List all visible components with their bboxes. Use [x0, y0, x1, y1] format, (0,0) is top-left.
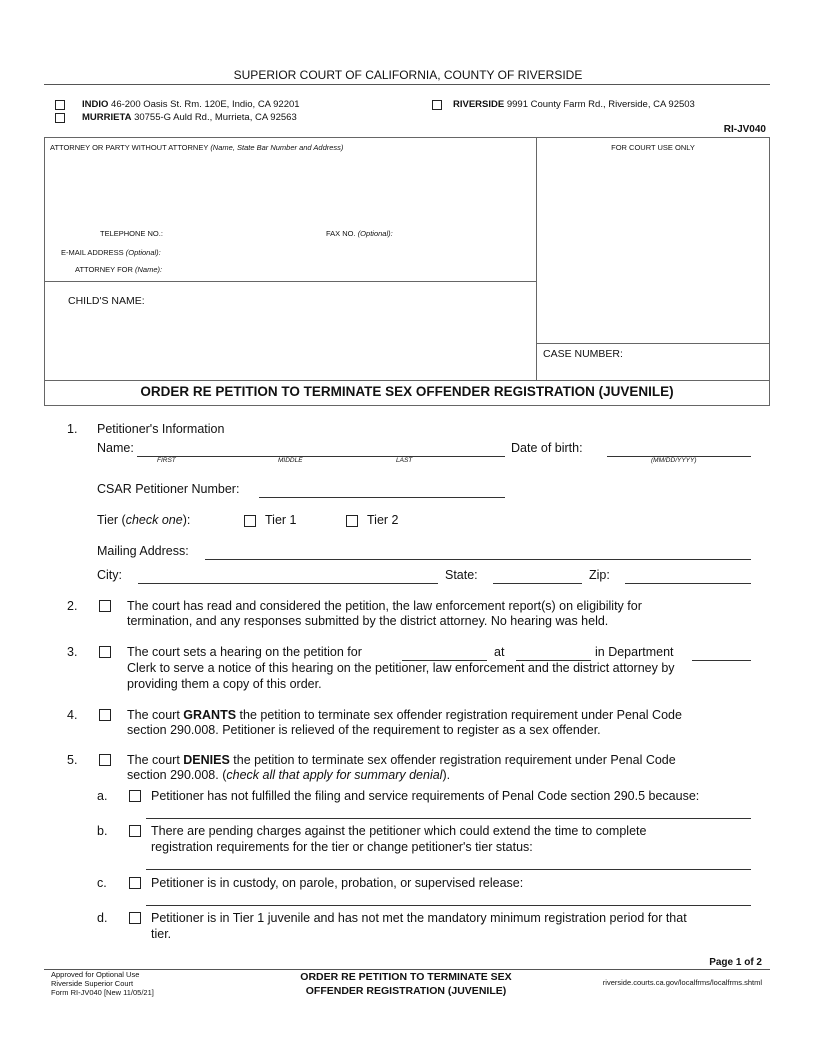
name-field[interactable] [137, 456, 505, 457]
section5-line1: The court DENIES the petition to terminate sex offender registration requirement under Penal Code [127, 753, 676, 767]
item-c-number: c. [97, 876, 107, 890]
location-indio: INDIO 46-200 Oasis St. Rm. 120E, Indio, CA 92201 [82, 99, 300, 110]
footer-rule [44, 969, 770, 970]
form-number: RI-JV040 [723, 124, 766, 135]
item-a-text: Petitioner has not fulfilled the filing and service requirements of Penal Code section 290.5 because: [151, 789, 700, 803]
tier2-label: Tier 2 [367, 513, 399, 527]
footer-approved: Approved for Optional Use [51, 970, 140, 979]
section3-text1: The court sets a hearing on the petition for [127, 645, 362, 659]
dob-hint: (MM/DD/YYYY) [651, 457, 697, 464]
item-b-number: b. [97, 824, 108, 838]
csar-field[interactable] [259, 497, 505, 498]
section4-line1: The court GRANTS the petition to terminate sex offender registration requirement under Penal Code [127, 708, 682, 722]
section3-line3: providing them a copy of this order. [127, 677, 322, 691]
section3-at: at [494, 645, 505, 659]
section2-number: 2. [67, 599, 78, 613]
item-b-line2: registration requirements for the tier or change petitioner's tier status: [151, 840, 533, 854]
item-c-field[interactable] [146, 905, 751, 906]
state-label: State: [445, 568, 478, 582]
attorney-label: ATTORNEY OR PARTY WITHOUT ATTORNEY (Name, State Bar Number and Address) [50, 143, 344, 152]
item-d-line1: Petitioner is in Tier 1 juvenile and has not met the mandatory minimum registration period for that [151, 911, 687, 925]
last-hint: LAST [396, 457, 413, 464]
section4-number: 4. [67, 708, 78, 722]
location-murrieta: MURRIETA 30755-G Auld Rd., Murrieta, CA 92563 [82, 112, 297, 123]
item-a-number: a. [97, 789, 108, 803]
footer-url[interactable]: riverside.courts.ca.gov/localfrms/localfrms.shtml [602, 978, 762, 987]
caption-box [44, 137, 770, 381]
email-label: E-MAIL ADDRESS (Optional): [61, 248, 161, 257]
middle-hint: MIDDLE [278, 457, 303, 464]
item-b-checkbox[interactable] [129, 825, 141, 837]
tier-label: Tier (check one): [97, 513, 191, 527]
mailing-field[interactable] [205, 559, 751, 560]
header-rule [44, 84, 770, 85]
section3-number: 3. [67, 645, 78, 659]
item-d-line2: tier. [151, 927, 172, 941]
name-label: Name: [97, 441, 134, 455]
csar-label: CSAR Petitioner Number: [97, 482, 240, 496]
city-field[interactable] [138, 583, 438, 584]
section4-checkbox[interactable] [99, 709, 111, 721]
item-a-checkbox[interactable] [129, 790, 141, 802]
section2-checkbox[interactable] [99, 600, 111, 612]
footer-title-2: OFFENDER REGISTRATION (JUVENILE) [305, 985, 507, 997]
city-label: City: [97, 568, 122, 582]
item-b-line1: There are pending charges against the petitioner which could extend the time to complete [151, 824, 647, 838]
item-b-field[interactable] [146, 869, 751, 870]
section3-checkbox[interactable] [99, 646, 111, 658]
item-c-text: Petitioner is in custody, on parole, probation, or supervised release: [151, 876, 524, 890]
footer-title-1: ORDER RE PETITION TO TERMINATE SEX [300, 971, 512, 983]
form-title: ORDER RE PETITION TO TERMINATE SEX OFFENDER REGISTRATION (JUVENILE) [140, 384, 674, 399]
fax-label: FAX NO. (Optional): [326, 229, 393, 238]
section2-line2: termination, and any responses submitted by the district attorney. No hearing was held. [127, 614, 609, 628]
dob-label: Date of birth: [511, 441, 583, 455]
tier1-label: Tier 1 [265, 513, 297, 527]
state-field[interactable] [493, 583, 582, 584]
zip-field[interactable] [625, 583, 751, 584]
zip-label: Zip: [589, 568, 610, 582]
tier1-checkbox[interactable] [244, 515, 256, 527]
item-c-checkbox[interactable] [129, 877, 141, 889]
footer-court: Riverside Superior Court [51, 979, 134, 988]
section3-line2: Clerk to serve a notice of this hearing on the petitioner, law enforcement and the district attorney by [127, 661, 675, 675]
attorney-for-label: ATTORNEY FOR (Name): [75, 265, 163, 274]
item-d-checkbox[interactable] [129, 912, 141, 924]
first-hint: FIRST [157, 457, 176, 464]
section5-line2: section 290.008. (check all that apply for summary denial). [127, 768, 451, 782]
section3-department: in Department [595, 645, 674, 659]
section5-number: 5. [67, 753, 78, 767]
mailing-label: Mailing Address: [97, 544, 189, 558]
court-use-label: FOR COURT USE ONLY [611, 143, 695, 152]
childs-name-label: CHILD'S NAME: [68, 295, 145, 307]
checkbox-indio[interactable] [55, 100, 65, 110]
location-riverside: RIVERSIDE 9991 County Farm Rd., Riverside, CA 92503 [453, 99, 695, 110]
telephone-label: TELEPHONE NO.: [100, 229, 163, 238]
tier2-checkbox[interactable] [346, 515, 358, 527]
section5-checkbox[interactable] [99, 754, 111, 766]
department-field[interactable] [692, 660, 751, 661]
page-number: Page 1 of 2 [709, 957, 762, 968]
section1-number: 1. [67, 422, 78, 436]
checkbox-riverside[interactable] [432, 100, 442, 110]
section4-line2: section 290.008. Petitioner is relieved of the requirement to register as a sex offender. [127, 723, 601, 737]
case-number-label: CASE NUMBER: [543, 348, 623, 360]
child-divider [44, 281, 537, 282]
footer-form: Form RI-JV040 [New 11/05/21] [51, 988, 154, 997]
section2-line1: The court has read and considered the petition, the law enforcement report(s) on eligibility for [127, 599, 642, 613]
court-title: SUPERIOR COURT OF CALIFORNIA, COUNTY OF RIVERSIDE [233, 68, 583, 82]
caption-divider [536, 137, 537, 381]
item-a-field[interactable] [146, 818, 751, 819]
checkbox-murrieta[interactable] [55, 113, 65, 123]
item-d-number: d. [97, 911, 108, 925]
section1-heading: Petitioner's Information [97, 422, 225, 436]
case-divider [536, 343, 770, 344]
